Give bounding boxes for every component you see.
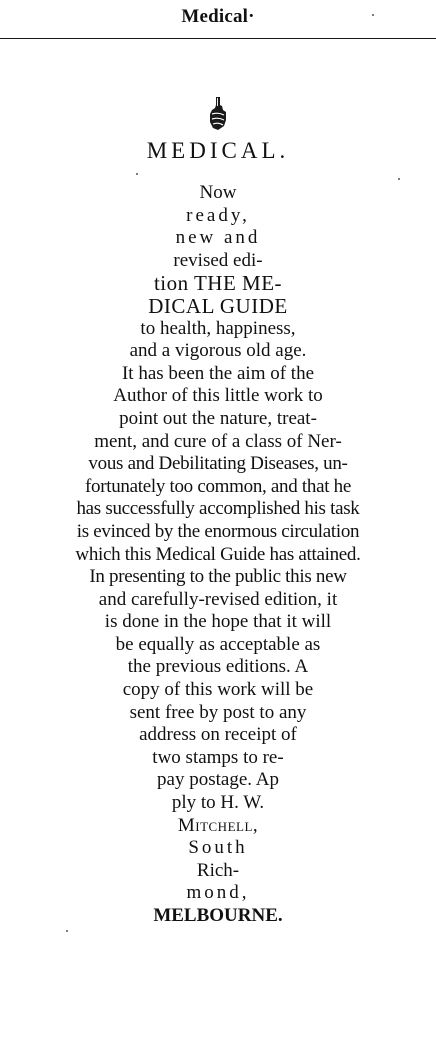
ad-line: MELBOURNE.	[153, 905, 283, 926]
ad-line: to health, happiness,	[140, 317, 296, 339]
ad-line: point out the nature, treat-	[119, 407, 317, 429]
header-rule	[0, 38, 436, 39]
ad-line: vous and Debilitating Diseases, un-	[88, 453, 348, 475]
ad-line: copy of this work will be	[122, 679, 314, 701]
ad-line: tion THE ME-	[153, 271, 283, 296]
ad-line: has successfully accomplished his task	[76, 498, 360, 520]
ad-line: ply to H. W.	[171, 792, 265, 814]
ad-line: is evinced by the enormous circulation	[76, 520, 360, 542]
print-speck	[66, 930, 68, 932]
ad-line: two stamps to re-	[152, 746, 284, 768]
ad-line: ready,	[186, 204, 250, 226]
ad-line: is done in the hope that it will	[104, 611, 332, 633]
print-speck	[398, 178, 400, 180]
ad-line: and a vigorous old age.	[129, 340, 307, 362]
ad-line: address on receipt of	[139, 724, 297, 746]
ad-line: fortunately too common, and that he	[85, 475, 351, 497]
print-speck	[136, 173, 138, 175]
ad-line: sent free by post to any	[129, 701, 307, 723]
advertisement-body	[0, 182, 436, 928]
ad-line: It has been the aim of the	[121, 362, 315, 384]
ad-line: ment, and cure of a class of Ner-	[94, 430, 342, 452]
ad-line: South	[188, 837, 248, 859]
pointing-hand-icon	[0, 96, 436, 134]
ad-line: Rich-	[196, 859, 240, 881]
ad-line: new and	[175, 227, 261, 249]
ad-line: revised edi-	[173, 249, 263, 271]
ad-line: DICAL GUIDE	[148, 293, 288, 318]
ad-line: the previous editions. A	[127, 656, 309, 678]
print-speck	[372, 14, 374, 16]
advertisement-title: MEDICAL.	[146, 138, 290, 163]
ad-line: and carefully-revised edition, it	[98, 588, 338, 610]
ad-line: pay postage. Ap	[157, 769, 279, 791]
ad-line: Mitchell,	[177, 814, 259, 836]
section-title: Medical·	[181, 6, 255, 27]
ad-line: which this Medical Guide has attained.	[75, 543, 361, 565]
ad-line: be equally as acceptable as	[115, 633, 321, 655]
section-header	[0, 0, 436, 40]
ad-line: Now	[199, 182, 237, 203]
ad-line: In presenting to the public this new	[89, 566, 347, 588]
ad-line: Author of this little work to	[113, 385, 323, 407]
ad-line: mond,	[186, 882, 250, 904]
